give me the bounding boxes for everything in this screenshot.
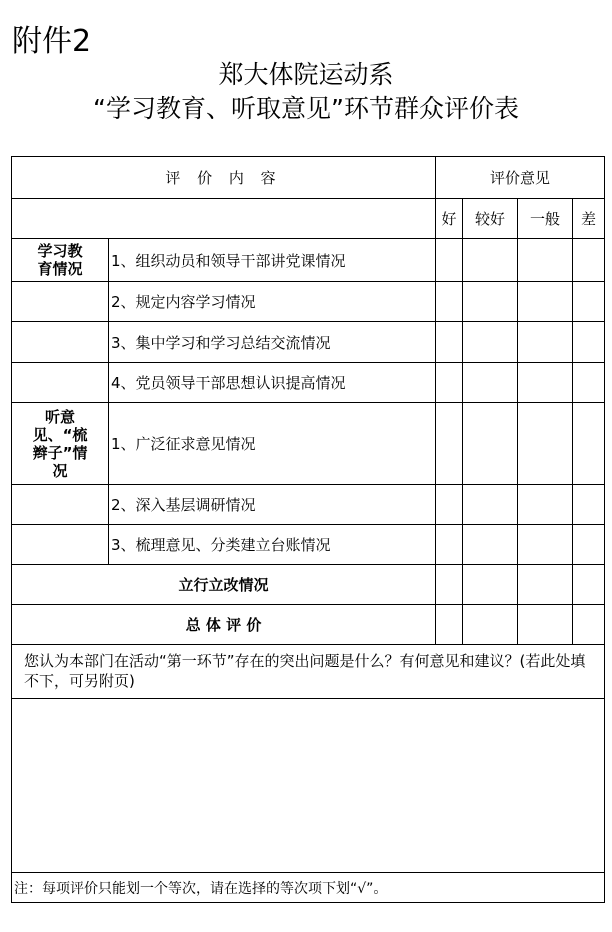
section-label-opinions <box>12 403 109 485</box>
rating-cell-fairly-good[interactable] <box>463 605 518 645</box>
rating-cell-poor[interactable] <box>573 485 605 525</box>
rating-cell-good[interactable] <box>436 525 463 565</box>
table-row <box>12 363 605 403</box>
rating-cell-poor[interactable] <box>573 605 605 645</box>
table-row <box>12 239 605 282</box>
form-title-line1: 郑大体院运动系 <box>218 60 394 89</box>
rating-cell-good[interactable] <box>436 485 463 525</box>
section-blank-cell <box>12 322 109 363</box>
rating-cell-poor[interactable] <box>573 363 605 403</box>
question-text: 您认为本部门在活动“第一环节”存在的突出问题是什么？有何意见和建议？(若此处填不下，可另附页) <box>12 645 605 699</box>
instruction-note: 注：每项评价只能划一个等次，请在选择的等次项下划“√”。 <box>12 873 605 903</box>
rating-cell-good[interactable] <box>436 282 463 322</box>
item-label: 3、梳理意见、分类建立台账情况 <box>109 525 436 565</box>
rating-cell-good[interactable] <box>436 322 463 363</box>
rating-cell-average[interactable] <box>518 403 573 485</box>
rating-header-good: 好 <box>436 199 463 239</box>
rating-cell-good[interactable] <box>436 363 463 403</box>
table-row <box>12 565 605 605</box>
rating-cell-fairly-good[interactable] <box>463 363 518 403</box>
rating-cell-average[interactable] <box>518 525 573 565</box>
attachment-label: 附件2 <box>12 24 92 59</box>
rating-cell-poor[interactable] <box>573 565 605 605</box>
rating-cell-fairly-good[interactable] <box>463 565 518 605</box>
opinion-header: 评价意见 <box>436 157 605 199</box>
section-name: 学习教育情况 <box>37 242 83 278</box>
table-row <box>12 605 605 645</box>
rating-header-fairly-good: 较好 <box>463 199 518 239</box>
rating-cell-good[interactable] <box>436 403 463 485</box>
section-label-study <box>12 239 109 282</box>
overall-evaluation-label: 总 体 评 价 <box>12 605 436 645</box>
suggestion-answer-area[interactable] <box>12 699 605 873</box>
section-blank-cell <box>12 525 109 565</box>
item-label: 2、规定内容学习情况 <box>109 282 436 322</box>
table-row <box>12 282 605 322</box>
rating-cell-fairly-good[interactable] <box>463 485 518 525</box>
rating-cell-average[interactable] <box>518 282 573 322</box>
rating-cell-average[interactable] <box>518 363 573 403</box>
item-label: 1、组织动员和领导干部讲党课情况 <box>109 239 436 282</box>
header-blank-cell <box>12 199 436 239</box>
rating-cell-good[interactable] <box>436 239 463 282</box>
item-label: 2、深入基层调研情况 <box>109 485 436 525</box>
item-label: 4、党员领导干部思想认识提高情况 <box>109 363 436 403</box>
rating-cell-fairly-good[interactable] <box>463 403 518 485</box>
section-name: 听意见、“梳辫子”情况 <box>32 407 88 480</box>
rating-cell-average[interactable] <box>518 322 573 363</box>
immediate-rectification-label: 立行立改情况 <box>12 565 436 605</box>
rating-cell-fairly-good[interactable] <box>463 525 518 565</box>
content-header: 评 价 内 容 <box>12 157 436 199</box>
item-label: 3、集中学习和学习总结交流情况 <box>109 322 436 363</box>
rating-cell-average[interactable] <box>518 605 573 645</box>
rating-header-average: 一般 <box>518 199 573 239</box>
section-blank-cell <box>12 282 109 322</box>
rating-cell-fairly-good[interactable] <box>463 282 518 322</box>
evaluation-table <box>11 156 605 903</box>
rating-cell-poor[interactable] <box>573 525 605 565</box>
item-label: 1、广泛征求意见情况 <box>109 403 436 485</box>
table-row <box>12 525 605 565</box>
rating-header-poor: 差 <box>573 199 605 239</box>
table-row <box>12 485 605 525</box>
rating-cell-average[interactable] <box>518 239 573 282</box>
rating-cell-poor[interactable] <box>573 322 605 363</box>
rating-cell-poor[interactable] <box>573 282 605 322</box>
section-blank-cell <box>12 363 109 403</box>
rating-cell-good[interactable] <box>436 565 463 605</box>
form-title-line2: “学习教育、听取意见”环节群众评价表 <box>93 94 519 123</box>
section-blank-cell <box>12 485 109 525</box>
rating-cell-fairly-good[interactable] <box>463 239 518 282</box>
table-row <box>12 403 605 485</box>
rating-cell-fairly-good[interactable] <box>463 322 518 363</box>
rating-cell-good[interactable] <box>436 605 463 645</box>
rating-cell-average[interactable] <box>518 485 573 525</box>
table-row <box>12 322 605 363</box>
rating-cell-poor[interactable] <box>573 239 605 282</box>
rating-cell-poor[interactable] <box>573 403 605 485</box>
rating-cell-average[interactable] <box>518 565 573 605</box>
